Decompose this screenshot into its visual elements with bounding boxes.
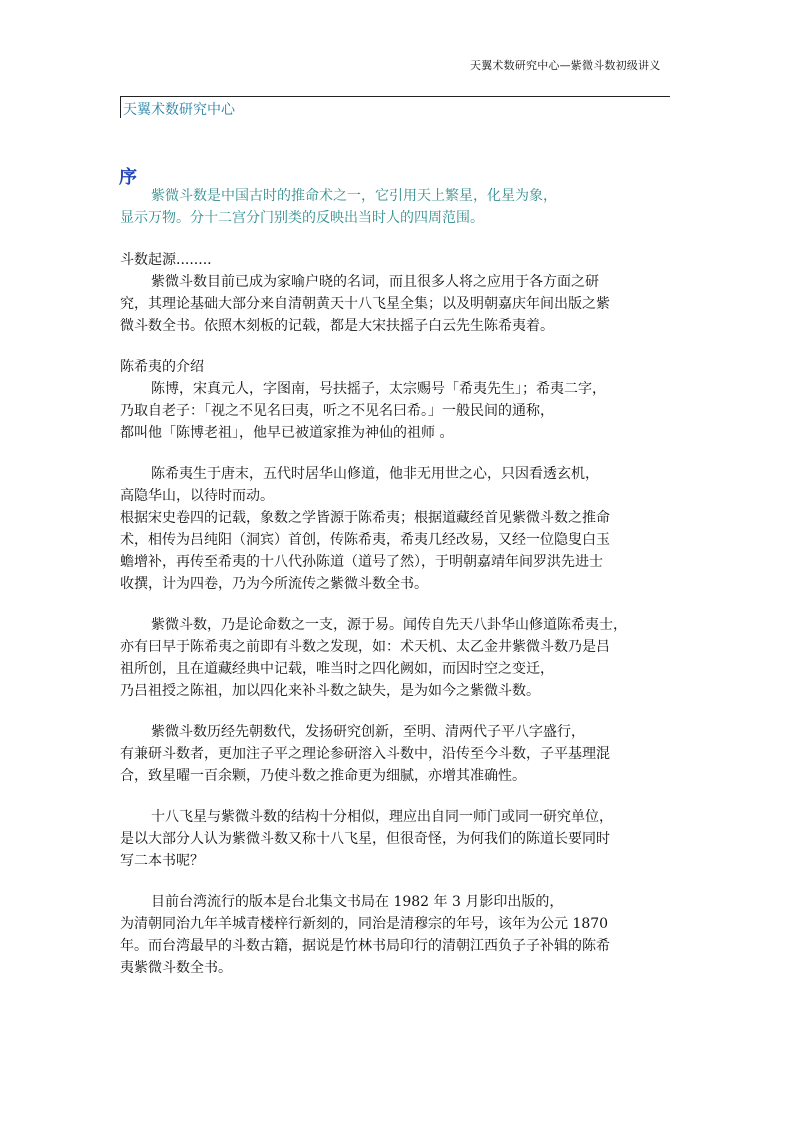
paragraph-line: 高隐华山，以待时而动。 [120, 488, 274, 504]
paragraph-line: 有兼研斗数者，更加注子平之理论参研溶入斗数中，沿传至今斗数，子平基理混 [120, 746, 610, 762]
paragraph-line: 根据宋史卷四的记载，象数之学皆源于陈希夷；根据道藏经首见紫微斗数之推命 [120, 510, 610, 526]
header-rule [120, 96, 670, 97]
paragraph-line: 亦有曰早于陈希夷之前即有斗数之发现，如：术天机、太乙金井紫微斗数乃是吕 [120, 639, 610, 655]
paragraph-line: 合，致星曜一百余颗，乃使斗数之推命更为细腻，亦增其准确性。 [120, 768, 526, 784]
paragraph-line: 蟾增补，再传至希夷的十八代孙陈道（道号了然），于明朝嘉靖年间罗洪先进士 [120, 554, 603, 570]
paragraph-line: 术，相传为吕纯阳（洞宾）首创，传陈希夷，希夷几经改易，又经一位隐叟白玉 [120, 532, 610, 548]
paragraph-line: 紫微斗数历经先朝数代，发扬研究创新，至明、清两代子平八字盛行， [151, 724, 585, 740]
paragraph-line: 写二本书呢？ [120, 853, 204, 869]
paragraph-line: 微斗数全书。依照木刻板的记载，都是大宋扶摇子白云先生陈希夷着。 [120, 318, 554, 334]
subheading-chenxiyi: 陈希夷的介绍 [120, 359, 204, 375]
paragraph-line: 收撰，计为四卷，乃为今所流传之紫微斗数全书。 [120, 576, 428, 592]
paragraph-line: 紫微斗数目前已成为家喻户晓的名词，而且很多人将之应用于各方面之研 [151, 274, 599, 290]
paragraph-line: 乃取自老子：「视之不见名曰夷，听之不见名曰希。」一般民间的通称， [120, 403, 554, 419]
header-box-border [120, 96, 121, 118]
paragraph-line: 乃吕祖授之陈祖，加以四化来补斗数之缺失，是为如今之紫微斗数。 [120, 683, 540, 699]
paragraph-line: 夷紫微斗数全书。 [120, 960, 232, 976]
section-title: 序 [119, 167, 137, 188]
paragraph-line: 为清朝同治九年羊城青楼梓行新刻的，同治是清穆宗的年号，该年为公元 1870 [120, 916, 609, 932]
org-label: 天翼术数研究中心 [123, 102, 235, 118]
subheading-origin: 斗数起源........ [120, 252, 212, 268]
intro-line: 紫微斗数是中国古时的推命术之一，它引用天上繁星，化星为象， [151, 188, 557, 204]
paragraph-line: 是以大部分人认为紫微斗数又称十八飞星，但很奇怪，为何我们的陈道长要同时 [120, 831, 610, 847]
paragraph-line: 陈希夷生于唐末，五代时居华山修道，他非无用世之心，只因看透玄机， [151, 466, 599, 482]
paragraph-line: 祖所创，且在道藏经典中记载，唯当时之四化阙如，而因时空之变迁， [120, 661, 554, 677]
paragraph-line: 年。而台湾最早的斗数古籍，据说是竹林书局印行的清朝江西负子子补辑的陈希 [120, 938, 610, 954]
paragraph-line: 陈博，宋真元人，字图南，号扶摇子，太宗赐号「希夷先生」；希夷二字， [151, 381, 606, 397]
paragraph-line: 究，其理论基础大部分来自清朝黄天十八飞星全集；以及明朝嘉庆年间出版之紫 [120, 296, 610, 312]
intro-line: 显示万物。分十二宫分门别类的反映出当时人的四周范围。 [120, 210, 484, 226]
paragraph-line: 目前台湾流行的版本是台北集文书局在 1982 年 3 月影印出版的， [151, 894, 564, 910]
paragraph-line: 都叫他「陈博老祖」，他早已被道家推为神仙的祖师 。 [120, 425, 454, 441]
paragraph-line: 十八飞星与紫微斗数的结构十分相似，理应出自同一师门或同一研究单位， [151, 809, 613, 825]
running-header-title: 天翼术数研究中心—紫微斗数初级讲义 [470, 59, 661, 72]
paragraph-line: 紫微斗数，乃是论命数之一支，源于易。闻传自先天八卦华山修道陈希夷士， [151, 617, 627, 633]
